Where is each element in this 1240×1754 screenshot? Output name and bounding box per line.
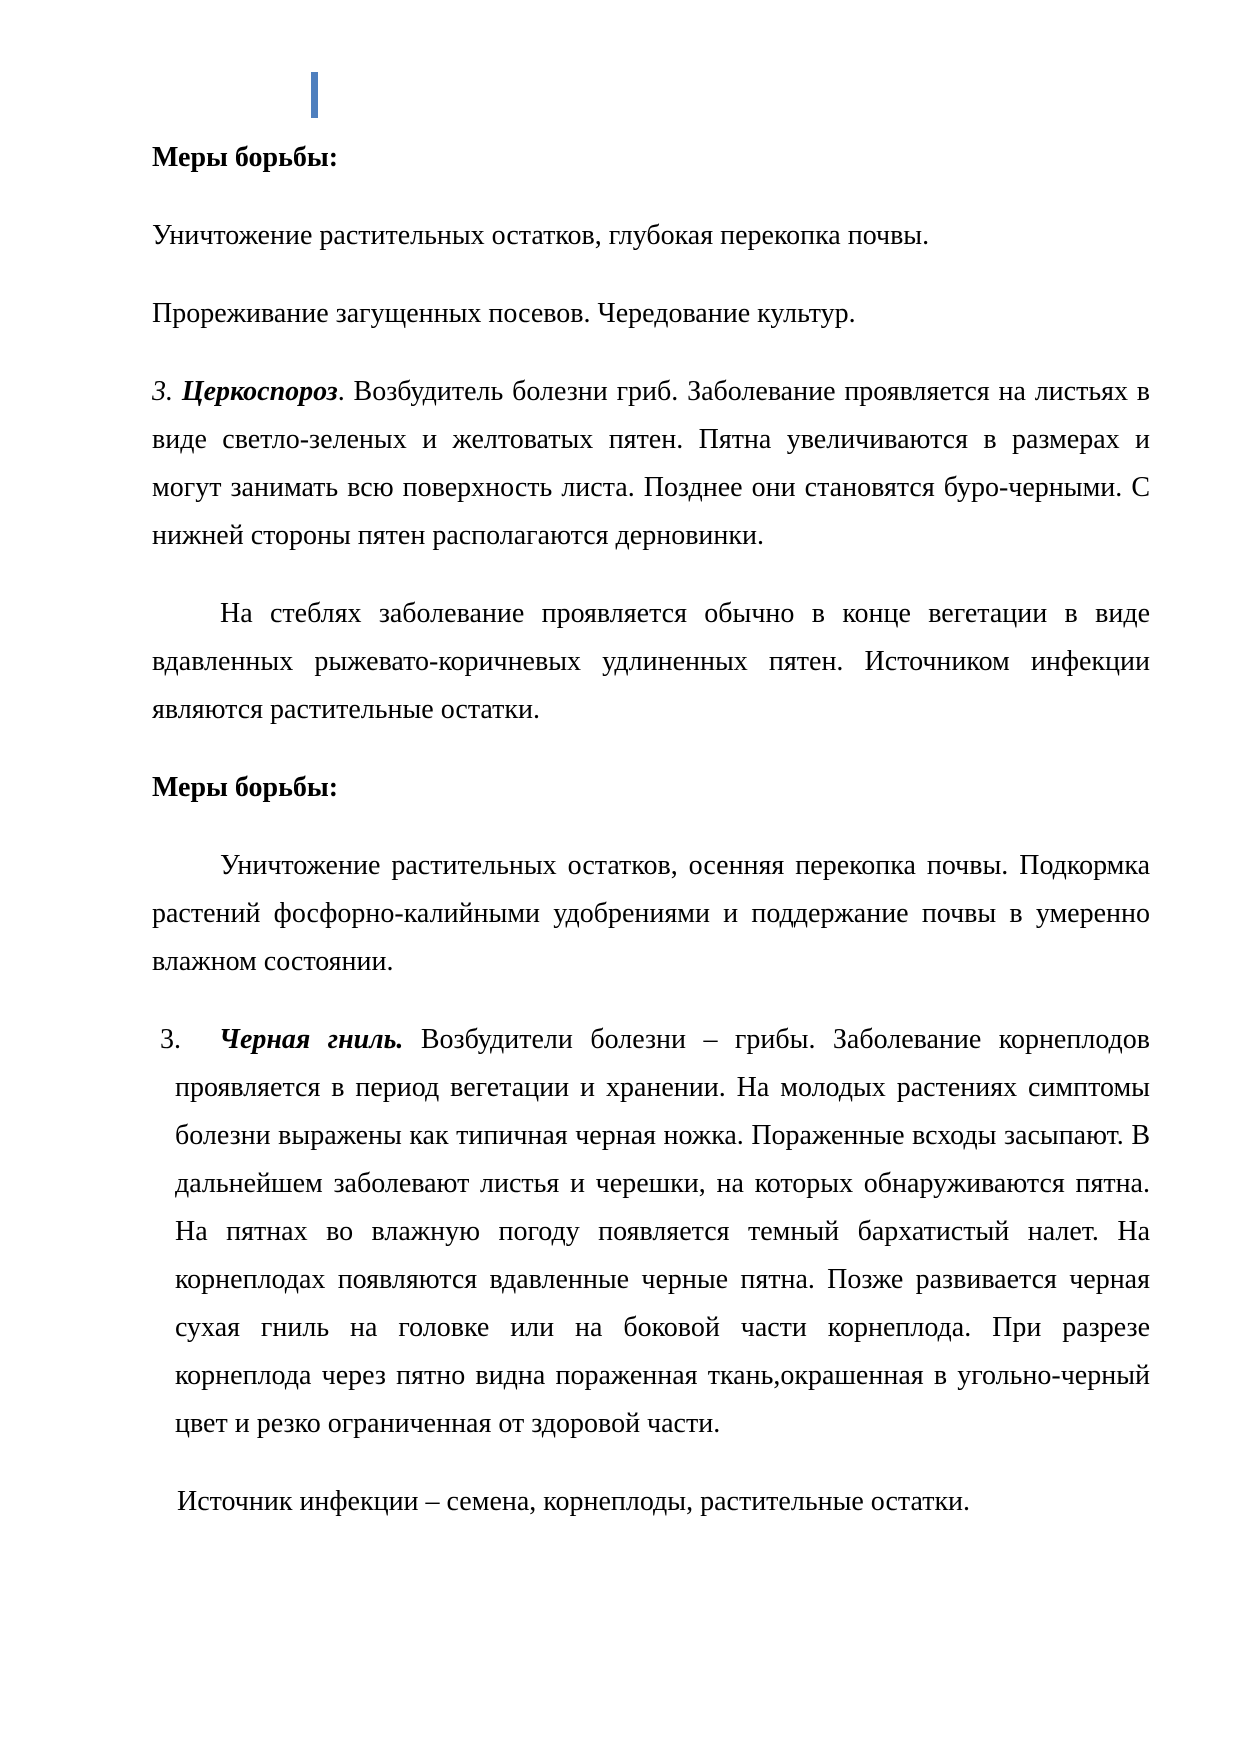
- text-run: Возбудители болезни – грибы. Заболевание корнеплодов проявляется в период вегетации и хранении. На молодых растениях симптомы болезни выражены как типичная черная ножка. Пораженные всходы засыпают. В дальнейшем заболевают листья и черешки, на которых обнаруживаются пятна. На пятнах во влажную погоду появляется темный бархатистый налет. На корнеплодах появляются вдавленные черные пятна. Позже развивается черная сухая гниль на головке или на боковой части корнеплода. При разрезе корнеплода через пятно видна пораженная ткань,окрашенная в угольно-черный цвет и резко ограниченная от здоровой части.: [175, 1024, 1150, 1439]
- document-body: [152, 0, 1150, 1556]
- paragraph: [152, 590, 1150, 734]
- text-run: Уничтожение растительных остатков, глубокая перекопка почвы.: [152, 220, 930, 251]
- text-run: На стеблях заболевание проявляется обычно в конце вегетации в виде вдавленных рыжевато-коричневых удлиненных пятен. Источником инфекции являются растительные остатки.: [152, 598, 1150, 725]
- paragraph: [152, 212, 1150, 260]
- heading: [152, 134, 1150, 182]
- paragraph: [160, 1016, 1150, 1448]
- text-run: Меры борьбы:: [152, 142, 339, 173]
- paragraph: [152, 842, 1150, 986]
- text-run: Прореживание загущенных посевов. Чередование культур.: [152, 298, 856, 329]
- paragraph: [152, 368, 1150, 560]
- heading: [152, 764, 1150, 812]
- text-run: 3.: [160, 1024, 181, 1055]
- text-run: 3.: [152, 376, 182, 407]
- text-run: Меры борьбы:: [152, 772, 339, 803]
- text-run: . Возбудитель болезни гриб. Заболевание проявляется на листьях в виде светло-зеленых и желтоватых пятен. Пятна увеличиваются в размерах и могут занимать всю поверхность листа. Позднее они становятся буро-черными. С нижней стороны пятен располагаются дерновинки.: [152, 376, 1150, 551]
- text-run: Церкоспороз: [181, 376, 338, 407]
- text-run: Черная гниль.: [219, 1024, 404, 1055]
- paragraph: [152, 290, 1150, 338]
- text-run: Источник инфекции – семена, корнеплоды, растительные остатки.: [177, 1486, 971, 1517]
- paragraph: [177, 1478, 1150, 1526]
- text-run: Уничтожение растительных остатков, осенняя перекопка почвы. Подкормка растений фосфорно-калийными удобрениями и поддержание почвы в умеренно влажном состоянии.: [152, 850, 1150, 977]
